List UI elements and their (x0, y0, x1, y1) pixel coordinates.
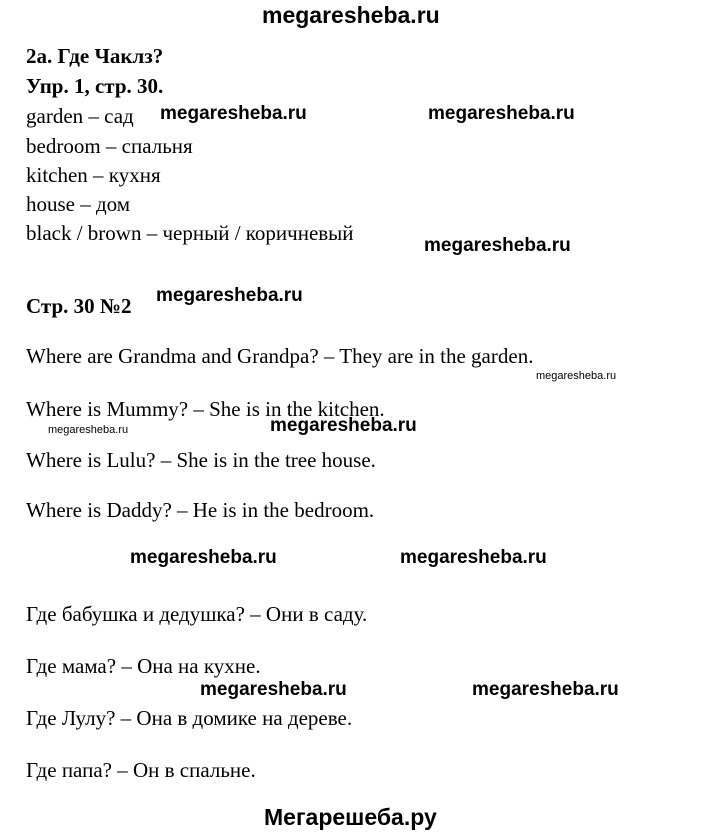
english-answer-2: Where is Mummy? – She is in the kitchen. (26, 397, 385, 421)
english-answer-3: Where is Lulu? – She is in the tree house. (26, 448, 376, 472)
russian-answer-1: Где бабушка и дедушка? – Они в саду. (26, 602, 368, 626)
lesson-title: 2а. Где Чаклз? (26, 44, 164, 68)
watermark: megaresheba.ru (156, 285, 303, 306)
section-title: Стр. 30 №2 (26, 294, 132, 318)
watermark-small: megaresheba.ru (48, 424, 129, 436)
watermark-small: megaresheba.ru (536, 370, 617, 382)
watermark: megaresheba.ru (472, 679, 619, 700)
site-header: megaresheba.ru (262, 2, 440, 28)
russian-answer-2: Где мама? – Она на кухне. (26, 654, 261, 678)
english-answer-4: Where is Daddy? – He is in the bedroom. (26, 498, 375, 522)
watermark: megaresheba.ru (428, 103, 575, 124)
vocab-item-bedroom: bedroom – спальня (26, 134, 193, 158)
site-footer: Мегарешеба.ру (264, 804, 437, 830)
watermark: megaresheba.ru (200, 679, 347, 700)
russian-answer-4: Где папа? – Он в спальне. (26, 758, 256, 782)
watermark: megaresheba.ru (424, 235, 571, 256)
watermark: megaresheba.ru (270, 415, 417, 436)
vocab-item-house: house – дом (26, 192, 131, 216)
watermark: megaresheba.ru (160, 103, 307, 124)
exercise-title: Упр. 1, стр. 30. (26, 74, 164, 98)
vocab-item-kitchen: kitchen – кухня (26, 163, 161, 187)
watermark: megaresheba.ru (400, 547, 547, 568)
vocab-item-colors: black / brown – черный / коричневый (26, 221, 354, 245)
english-answer-1: Where are Grandma and Grandpa? – They are in the garden. (26, 344, 534, 368)
russian-answer-3: Где Лулу? – Она в домике на дереве. (26, 706, 353, 730)
watermark: megaresheba.ru (130, 547, 277, 568)
vocab-item-garden: garden – сад (26, 104, 134, 128)
